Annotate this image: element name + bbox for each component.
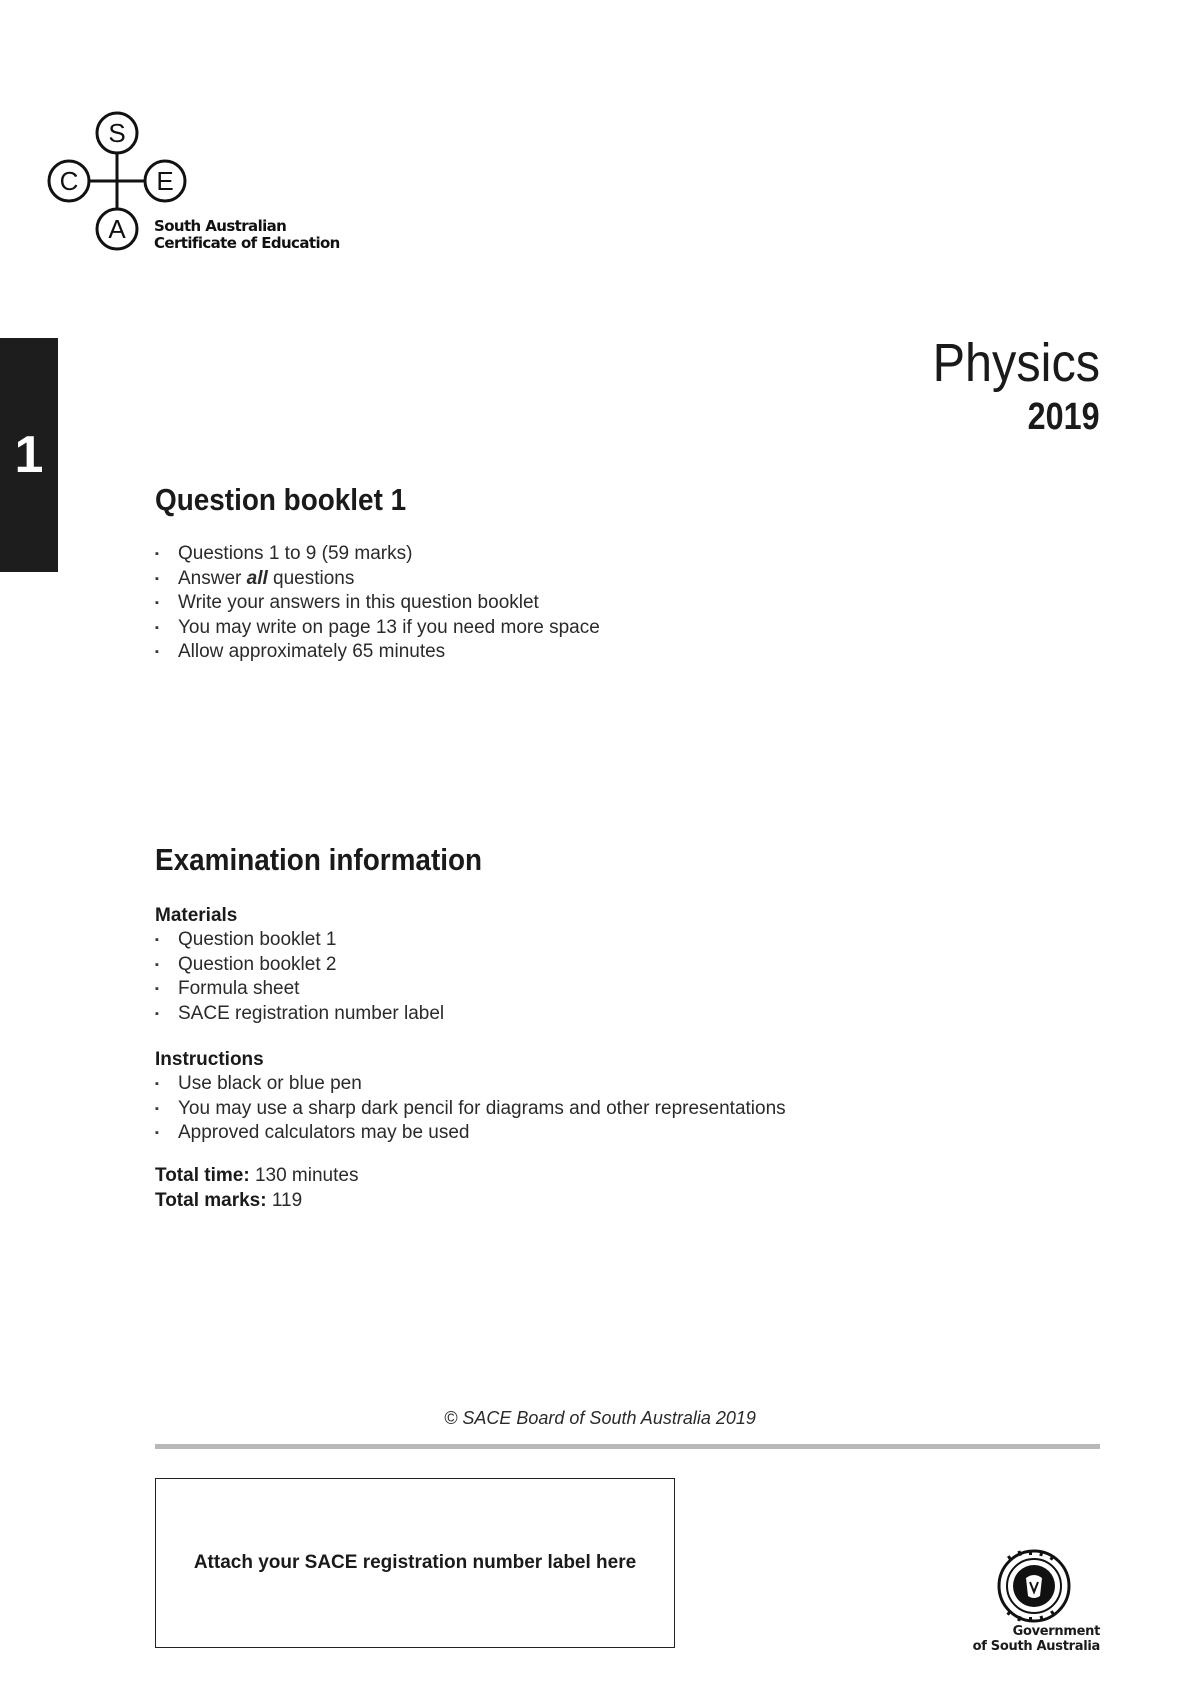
answer-prefix: Answer: [178, 567, 247, 589]
list-item: ▪ Allow approximately 65 minutes: [155, 640, 600, 665]
materials-section: [155, 904, 444, 1026]
list-item: ▪ Use black or blue pen: [155, 1072, 786, 1097]
list-item: ▪ SACE registration number label: [155, 1002, 444, 1027]
total-time-value: 130 minutes: [254, 1165, 359, 1186]
list-item: ▪ Formula sheet: [155, 977, 444, 1002]
government-name: [973, 1624, 1100, 1654]
registration-label-text: Attach your SACE registration number label here: [193, 1552, 637, 1573]
booklet-number: 1: [14, 426, 44, 484]
logo-letter-c: C: [59, 166, 79, 196]
logo-letter-s: S: [108, 118, 126, 148]
government-crest: [996, 1548, 1072, 1629]
government-line-1: Government: [1012, 1624, 1100, 1639]
list-item: [155, 567, 600, 592]
organisation-name: [154, 218, 340, 252]
instructions-list: [155, 1072, 786, 1146]
total-time: [155, 1164, 358, 1189]
subject-title: Physics: [932, 333, 1100, 393]
list-item: ▪ Question booklet 1: [155, 928, 444, 953]
organisation-line-1: South Australian: [154, 217, 287, 235]
totals: [155, 1164, 358, 1213]
instructions-heading: Instructions: [155, 1049, 264, 1070]
list-item: ▪ Question booklet 2: [155, 953, 444, 978]
list-item: ▪ You may use a sharp dark pencil for diagrams and other representations: [155, 1097, 786, 1122]
answer-suffix: questions: [267, 567, 355, 589]
organisation-line-2: Certificate of Education: [154, 234, 340, 252]
piping-shrike-crest-icon: [996, 1548, 1072, 1624]
exam-year: 2019: [1028, 396, 1100, 438]
list-item: ▪ Write your answers in this question booklet: [155, 591, 600, 616]
government-line-2: of South Australia: [972, 1639, 1100, 1654]
total-time-label: Total time:: [155, 1165, 250, 1186]
registration-label-box: [155, 1478, 675, 1648]
booklet-list: [155, 542, 600, 665]
copyright: © SACE Board of South Australia 2019: [444, 1408, 756, 1428]
answer-emphasis: all: [246, 567, 268, 589]
divider: [155, 1444, 1100, 1449]
exam-info-heading: Examination information: [155, 842, 483, 877]
list-item: ▪ Questions 1 to 9 (59 marks): [155, 542, 600, 567]
booklet-number-tab: [0, 338, 58, 572]
booklet-heading: Question booklet 1: [155, 482, 407, 517]
logo-letter-e: E: [156, 166, 174, 196]
instructions-section: [155, 1048, 786, 1146]
list-item: ▪ You may write on page 13 if you need more space: [155, 616, 600, 641]
total-marks-value: 119: [271, 1189, 303, 1211]
total-marks: [155, 1189, 358, 1214]
materials-list: [155, 928, 444, 1026]
logo-letter-a: A: [108, 214, 126, 244]
materials-heading: Materials: [155, 905, 238, 926]
total-marks-label: Total marks:: [155, 1189, 267, 1211]
list-item: ▪ Approved calculators may be used: [155, 1121, 786, 1146]
